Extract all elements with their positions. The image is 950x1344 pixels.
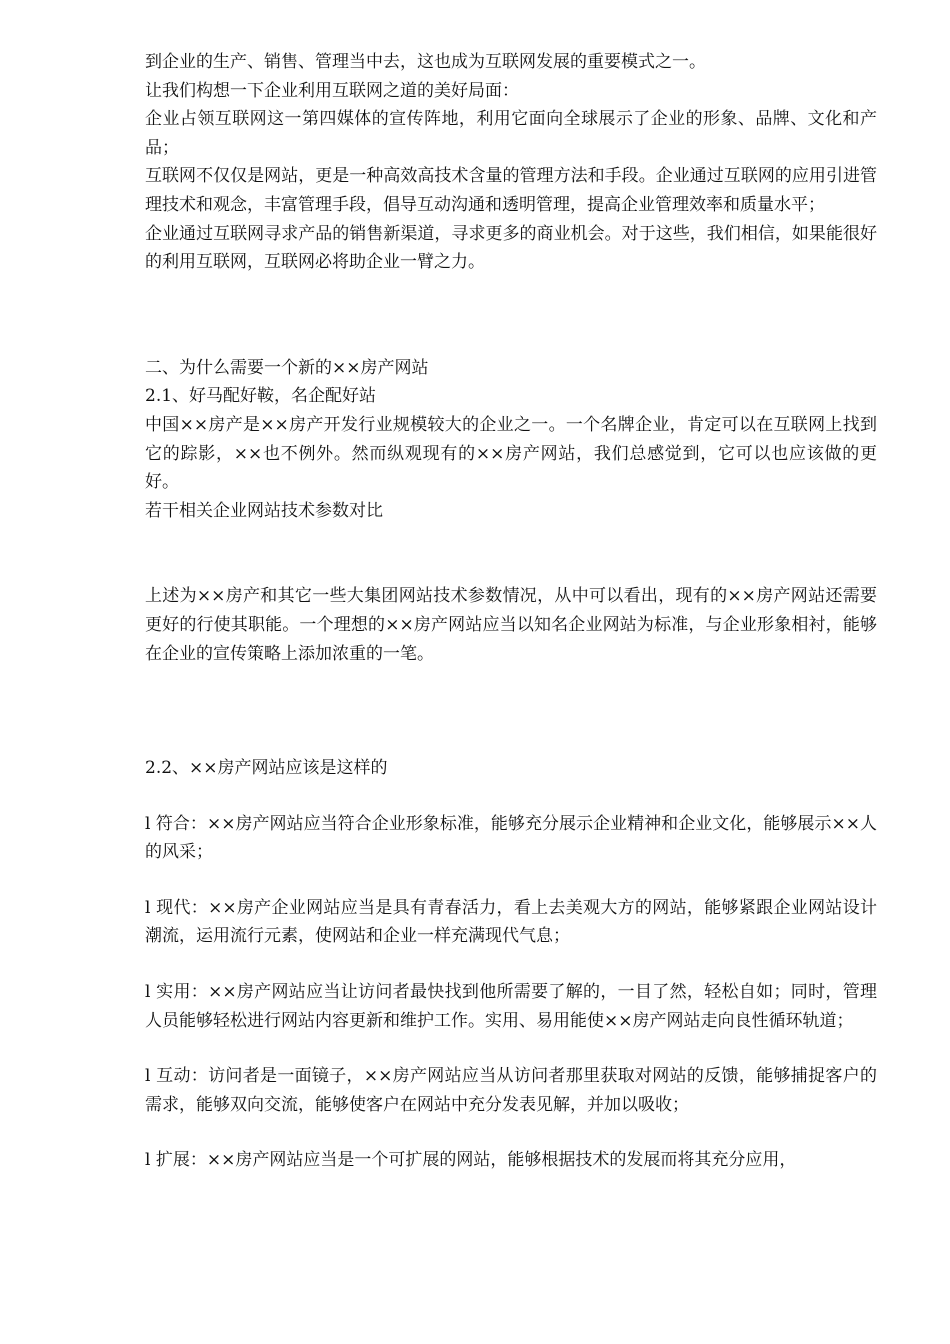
intro-paragraph-1: 到企业的生产、销售、管理当中去，这也成为互联网发展的重要模式之一。 — [145, 52, 706, 72]
section-heading: 二、为什么需要一个新的××房产网站 — [145, 357, 429, 378]
intro-paragraph-3: 企业占领互联网这一第四媒体的宣传阵地，利用它面向全球展示了企业的形象、品牌、文化和产品； — [145, 109, 877, 158]
section-paragraph-2: 上述为××房产和其它一些大集团网站技术参数情况，从中可以看出，现有的××房产网站还需要更好的行使其职能。一个理想的××房产网站应当以知名企业网站为标准，与企业形象相衬，能够在企业的宣传策略上添加浓重的一笔。 — [145, 586, 877, 664]
subsection-heading-2-1: 2.1、好马配好鞍，名企配好站 — [145, 386, 377, 407]
intro-paragraph-2: 让我们构想一下企业利用互联网之道的美好局面： — [145, 80, 519, 101]
bullet-item: l 互动：访问者是一面镜子，××房产网站应当从访问者那里获取对网站的反馈，能够捕捉客户的需求，能够双向交流，能够使客户在网站中充分发表见解，并加以吸收； — [145, 1066, 877, 1115]
bullet-item: l 扩展：××房产网站应当是一个可扩展的网站，能够根据技术的发展而将其充分应用， — [145, 1150, 797, 1171]
intro-paragraph-5: 企业通过互联网寻求产品的销售新渠道，寻求更多的商业机会。对于这些，我们相信，如果能很好的利用互联网，互联网必将助企业一臂之力。 — [145, 223, 877, 273]
bullet-item: l 现代：××房产企业网站应当是具有青春活力，看上去美观大方的网站，能够紧跟企业网站设计潮流，运用流行元素，使网站和企业一样充满现代气息； — [145, 897, 877, 947]
document-page — [145, 48, 877, 1175]
subsection-heading-2-2: 2.2、××房产网站应该是这样的 — [145, 758, 388, 779]
intro-paragraph-4: 互联网不仅仅是网站，更是一种高效高技术含量的管理方法和手段。企业通过互联网的应用引进管理技术和观念，丰富管理手段，倡导互动沟通和透明管理，提高企业管理效率和质量水平； — [145, 166, 877, 215]
table-caption: 若干相关企业网站技术参数对比 — [145, 500, 383, 521]
section-paragraph-1: 中国××房产是××房产开发行业规模较大的企业之一。一个名牌企业，肯定可以在互联网上找到它的踪影，××也不例外。然而纵观现有的××房产网站，我们总感觉到，它可以也应该做的更好。 — [145, 414, 877, 493]
bullet-item: l 实用：××房产网站应当让访问者最快找到他所需要了解的，一目了然，轻松自如；同时，管理人员能够轻松进行网站内容更新和维护工作。实用、易用能使××房产网站走向良性循环轨道； — [145, 982, 877, 1031]
bullet-item: l 符合：××房产网站应当符合企业形象标准，能够充分展示企业精神和企业文化，能够展示××人的风采； — [145, 813, 877, 863]
